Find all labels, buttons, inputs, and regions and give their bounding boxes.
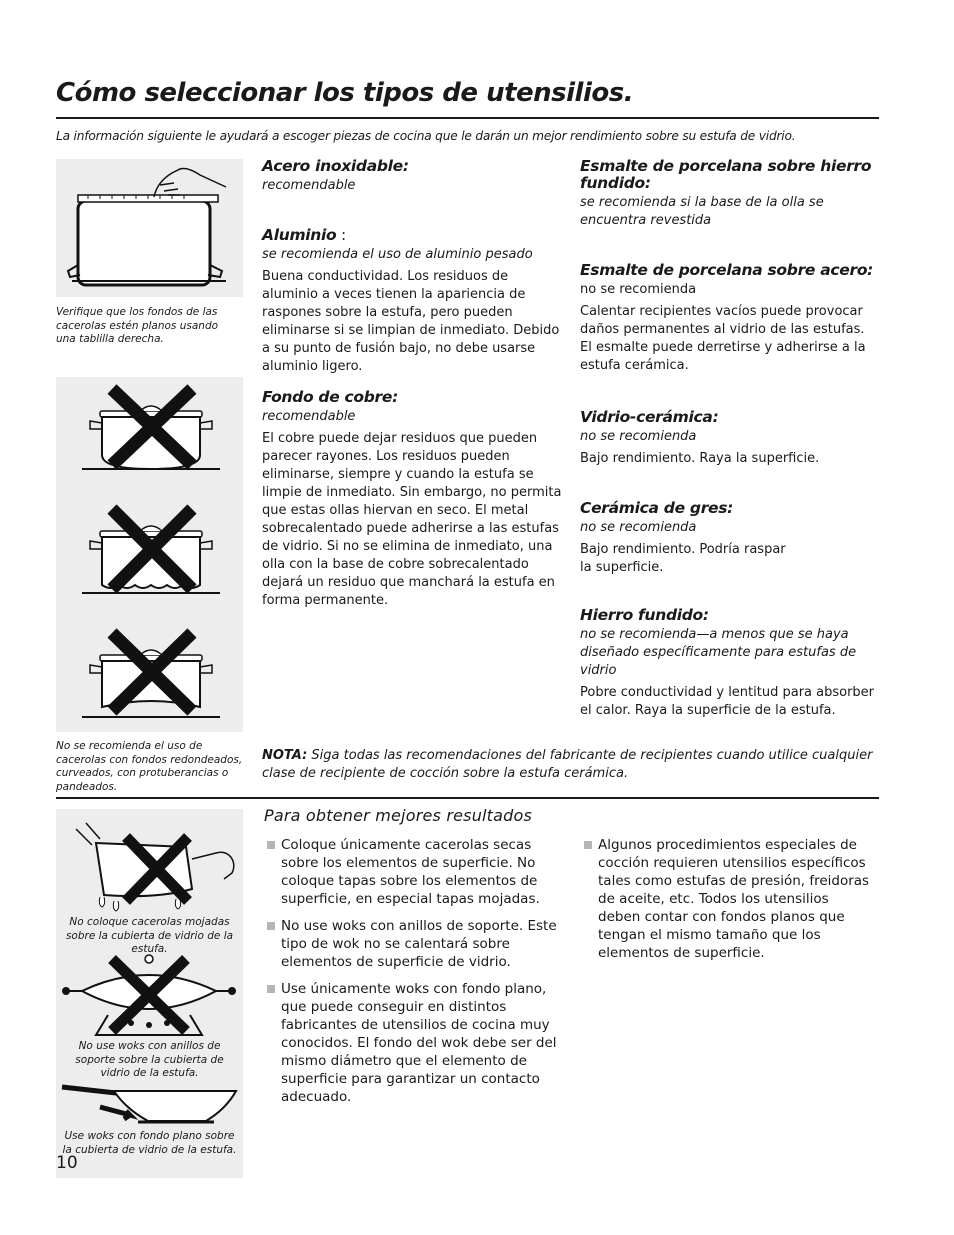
best-results-right-list (581, 836, 871, 971)
sub-aluminum: se recomienda el uso de aluminio pesado (262, 247, 533, 262)
section-glass-ceramic (580, 409, 878, 468)
note (262, 747, 874, 783)
body-enamel-steel: Calentar recipientes vacíos puede provocar daños permanentes al vidrio de las estufas. El esmalte puede derretirse y adherirse a la estufa cerámica. (580, 304, 866, 373)
sub-enamel-steel: no se recomienda (580, 282, 697, 297)
straightedge-pan-illustration (56, 159, 243, 297)
list-item: No use woks con anillos de soporte. Este tipo de wok no se calentará sobre elementos de superficie de vidrio. (264, 917, 564, 971)
sub-stainless: recomendable (262, 178, 356, 193)
section-aluminum (262, 227, 562, 376)
section-divider (56, 797, 879, 799)
list-item: Coloque únicamente cacerolas secas sobre los elementos de superficie. No coloque tapas sobre los elementos de superficie, en especial tapas mojadas. (264, 836, 564, 908)
body-cast-iron: Pobre conductividad y lentitud para absorber el calor. Raya la superficie de la estufa. (580, 685, 875, 718)
section-stainless (262, 158, 562, 195)
heading-copper: Fondo de cobre: (262, 388, 398, 406)
wok-ring-x-illustration (62, 955, 236, 1035)
sub-cast-iron: no se recomienda—a menos que se haya diseñado específicamente para estufas de vidrio (580, 627, 857, 678)
warped-pan-x-illustration (82, 633, 220, 717)
caption-wet-pans: No coloque cacerolas mojadas sobre la cubierta de vidrio de la estufa. (65, 916, 234, 955)
section-cast-iron (580, 607, 878, 720)
note-label: NOTA: (262, 748, 308, 763)
sub-stoneware: no se recomienda (580, 520, 697, 535)
section-enamel-steel (580, 262, 878, 375)
title-divider (56, 117, 879, 119)
bad-pans-panel (56, 377, 243, 732)
wet-pan-x-illustration (76, 823, 234, 911)
page-number: 10 (56, 1153, 78, 1173)
caption-not-recommended-pans: No se recomienda el uso de cacerolas con fondos redondeados, curveados, con protuberancias o pandeados. (56, 740, 243, 793)
sub-copper: recomendable (262, 409, 356, 424)
heading-enamel-steel: Esmalte de porcelana sobre acero: (580, 261, 874, 279)
caption-wok-ring: No use woks con anillos de soporte sobre la cubierta de vidrio de la estufa. (75, 1040, 224, 1079)
body-aluminum: Buena conductividad. Los residuos de aluminio a veces tienen la apariencia de raspones sobre la estufa, pero pueden eliminarse si se limpian de inmediato. Debido a su punto de fusión bajo, no debe usarse aluminio ligero. (262, 269, 560, 374)
heading-stainless: Acero inoxidable: (262, 157, 409, 175)
list-item: Use únicamente woks con fondo plano, que puede conseguir en distintos fabricantes de utensilios de cocina muy conocidos. El fondo del wok debe ser del mismo diámetro que el elemento de superficie para garantizar un contacto adecuado. (264, 980, 564, 1106)
ridged-pan-x-illustration (82, 509, 220, 593)
straightedge-panel (56, 159, 243, 297)
page-title: Cómo seleccionar los tipos de utensilios. (56, 78, 634, 108)
heading-aluminum: Aluminio (262, 226, 337, 244)
heading-glass-ceramic: Vidrio-cerámica: (580, 408, 719, 426)
body-stoneware: Bajo rendimiento. Podría raspar la superficie. (580, 542, 786, 575)
intro-text: La información siguiente le ayudará a escoger piezas de cocina que le darán un mejor rendimiento sobre su estufa de vidrio. (56, 129, 796, 143)
section-copper (262, 389, 562, 610)
best-results-heading: Para obtener mejores resultados (264, 806, 533, 825)
heading-aluminum-suffix: : (336, 226, 346, 244)
body-glass-ceramic: Bajo rendimiento. Raya la superficie. (580, 451, 820, 466)
sub-enamel-iron: se recomienda si la base de la olla se encuentra revestida (580, 195, 824, 228)
heading-enamel-iron: Esmalte de porcelana sobre hierro fundido: (580, 157, 872, 192)
caption-flat-wok: Use woks con fondo plano sobre la cubierta de vidrio de la estufa. (62, 1130, 237, 1156)
heading-cast-iron: Hierro fundido: (580, 606, 709, 624)
sub-glass-ceramic: no se recomienda (580, 429, 697, 444)
rounded-pan-x-illustration (82, 389, 220, 469)
arrow-icon (100, 1107, 130, 1119)
best-results-panel (56, 809, 243, 1178)
list-item: Algunos procedimientos especiales de cocción requieren utensilios específicos tales como estufas de presión, freidoras de aceite, etc. Todos los utensilios deben contar con fondos planos que tengan el mismo tamaño que los elementos de superficie. (581, 836, 871, 962)
best-results-left-list (264, 836, 564, 1115)
section-enamel-iron (580, 158, 878, 230)
heading-stoneware: Cerámica de gres: (580, 499, 734, 517)
flat-wok-illustration (62, 1087, 236, 1122)
section-stoneware (580, 500, 878, 577)
body-copper: El cobre puede dejar residuos que pueden parecer rayones. Los residuos pueden eliminarse, siempre y cuando la estufa se limpie de inmediato. Sin embargo, no permita que estas ollas hiervan en seco. El metal sobrecalentado puede adherirse a las estufas de vidrio. Si no se elimina de inmediato, una olla con la base de cobre sobrecalentado dejará un residuo que manchará la estufa en forma permanente. (262, 431, 562, 608)
caption-flat-check: Verifique que los fondos de las cacerolas estén planos usando una tablilla derecha. (56, 306, 219, 345)
note-text: Siga todas las recomendaciones del fabricante de recipientes cuando utilice cualquier clase de recipiente de cocción sobre la estufa cerámica. (262, 748, 873, 781)
